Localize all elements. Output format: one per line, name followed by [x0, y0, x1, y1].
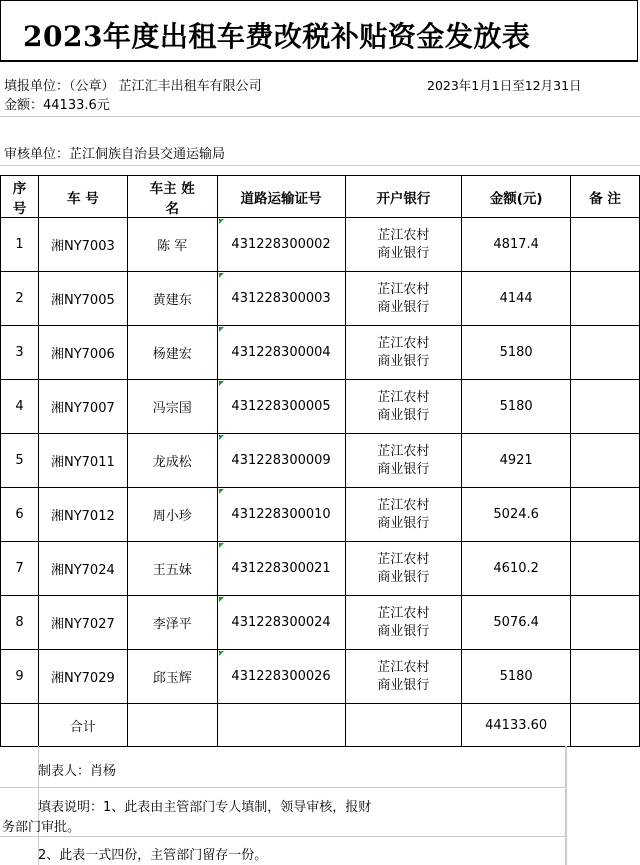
total-empty-cell: [127, 704, 217, 747]
col-plate-header: 车 号: [38, 176, 127, 218]
cell-marker: [219, 651, 224, 656]
subsidy-table: [0, 175, 640, 747]
plate-cell: 湘NY7006: [38, 326, 127, 380]
col-amount-header: 金额(元): [462, 176, 571, 218]
remark-cell: [571, 434, 640, 488]
page-title: 2023年度出租车费改税补贴资金发放表: [23, 20, 531, 53]
permit-cell: 431228300026: [217, 650, 345, 704]
note-row-2: [0, 838, 566, 865]
table-row: [1, 488, 640, 542]
seq-cell: 7: [1, 542, 39, 596]
amount-cell: 5076.4: [462, 596, 571, 650]
cell-marker: [219, 327, 224, 332]
divider: [0, 165, 640, 166]
note-row-1: [0, 789, 566, 837]
col-remark-header: 备 注: [571, 176, 640, 218]
plate-cell: 湘NY7005: [38, 272, 127, 326]
remark-cell: [571, 380, 640, 434]
permit-cell: 431228300024: [217, 596, 345, 650]
remark-cell: [571, 326, 640, 380]
preparer: 制表人：肖杨: [38, 764, 117, 779]
seq-cell: 3: [1, 326, 39, 380]
report-period: 2023年1月1日至12月31日: [427, 78, 582, 93]
table-row: [1, 218, 640, 272]
amount-cell: 5180: [462, 326, 571, 380]
permit-cell: 431228300005: [217, 380, 345, 434]
seq-cell: 8: [1, 596, 39, 650]
bank-cell: 芷江农村 商业银行: [345, 596, 462, 650]
amount-cell: 4144: [462, 272, 571, 326]
plate-cell: 湘NY7029: [38, 650, 127, 704]
cell-marker: [219, 435, 224, 440]
amount-cell: 4921: [462, 434, 571, 488]
total-empty-cell: [345, 704, 462, 747]
bank-cell: 芷江农村 商业银行: [345, 380, 462, 434]
seq-cell: 2: [1, 272, 39, 326]
owner-cell: 杨建宏: [127, 326, 217, 380]
bank-cell: 芷江农村 商业银行: [345, 272, 462, 326]
table-row: [1, 272, 640, 326]
bank-cell: 芷江农村 商业银行: [345, 434, 462, 488]
divider: [566, 746, 567, 865]
total-amount: 44133.60: [462, 704, 571, 747]
amount-cell: 4817.4: [462, 218, 571, 272]
amount-cell: 4610.2: [462, 542, 571, 596]
preparer-row: [0, 746, 566, 788]
seq-cell: 4: [1, 380, 39, 434]
table-row: [1, 596, 640, 650]
total-label: 合计: [38, 704, 127, 747]
total-row: [1, 704, 640, 747]
plate-cell: 湘NY7011: [38, 434, 127, 488]
plate-cell: 湘NY7024: [38, 542, 127, 596]
table-header-row: [1, 176, 640, 218]
fill-note-1-cont: 务部门审批。: [2, 820, 81, 835]
bank-cell: 芷江农村 商业银行: [345, 542, 462, 596]
bank-cell: 芷江农村 商业银行: [345, 326, 462, 380]
remark-cell: [571, 488, 640, 542]
table-row: [1, 434, 640, 488]
owner-cell: 陈 军: [127, 218, 217, 272]
cell-marker: [219, 219, 224, 224]
seq-cell: 9: [1, 650, 39, 704]
col-owner-header: 车主 姓 名: [127, 176, 217, 218]
plate-cell: 湘NY7012: [38, 488, 127, 542]
cell-marker: [219, 273, 224, 278]
filing-unit: 填报单位：（公章） 芷江汇丰出租车有限公司: [4, 79, 262, 94]
bank-cell: 芷江农村 商业银行: [345, 488, 462, 542]
permit-cell: 431228300010: [217, 488, 345, 542]
owner-cell: 周小珍: [127, 488, 217, 542]
table-row: [1, 542, 640, 596]
remark-cell: [571, 218, 640, 272]
plate-cell: 湘NY7003: [38, 218, 127, 272]
owner-cell: 龙成松: [127, 434, 217, 488]
table-row: [1, 326, 640, 380]
cell-marker: [219, 543, 224, 548]
title-box: [0, 0, 638, 62]
permit-cell: 431228300021: [217, 542, 345, 596]
remark-cell: [571, 596, 640, 650]
plate-cell: 湘NY7027: [38, 596, 127, 650]
seq-cell: 6: [1, 488, 39, 542]
divider: [0, 116, 640, 117]
plate-cell: 湘NY7007: [38, 380, 127, 434]
cell-marker: [219, 381, 224, 386]
col-permit-header: 道路运输证号: [217, 176, 345, 218]
table-row: [1, 380, 640, 434]
owner-cell: 冯宗国: [127, 380, 217, 434]
amount-cell: 5180: [462, 650, 571, 704]
owner-cell: 黄建东: [127, 272, 217, 326]
remark-cell: [571, 650, 640, 704]
permit-cell: 431228300009: [217, 434, 345, 488]
owner-cell: 王五妹: [127, 542, 217, 596]
permit-cell: 431228300002: [217, 218, 345, 272]
amount-cell: 5180: [462, 380, 571, 434]
amount-cell: 5024.6: [462, 488, 571, 542]
seq-cell: 1: [1, 218, 39, 272]
fill-note-2: 2、此表一式四份，主管部门留存一份。: [38, 848, 268, 863]
total-amount-line: 金额：44133.6元: [4, 98, 110, 113]
total-empty-cell: [217, 704, 345, 747]
fill-note-1: 填表说明：1、此表由主管部门专人填制，领导审核，报财: [38, 800, 372, 815]
permit-cell: 431228300003: [217, 272, 345, 326]
permit-cell: 431228300004: [217, 326, 345, 380]
remark-cell: [571, 272, 640, 326]
cell-marker: [219, 597, 224, 602]
seq-cell: 5: [1, 434, 39, 488]
bank-cell: 芷江农村 商业银行: [345, 650, 462, 704]
bank-cell: 芷江农村 商业银行: [345, 218, 462, 272]
owner-cell: 邱玉辉: [127, 650, 217, 704]
total-remark-cell: [571, 704, 640, 747]
table-row: [1, 650, 640, 704]
cell-marker: [219, 489, 224, 494]
col-bank-header: 开户银行: [345, 176, 462, 218]
review-unit: 审核单位：芷江侗族自治县交通运输局: [4, 147, 226, 162]
col-seq-header: 序 号: [1, 176, 39, 218]
owner-cell: 李泽平: [127, 596, 217, 650]
remark-cell: [571, 542, 640, 596]
total-seq-cell: [1, 704, 39, 747]
